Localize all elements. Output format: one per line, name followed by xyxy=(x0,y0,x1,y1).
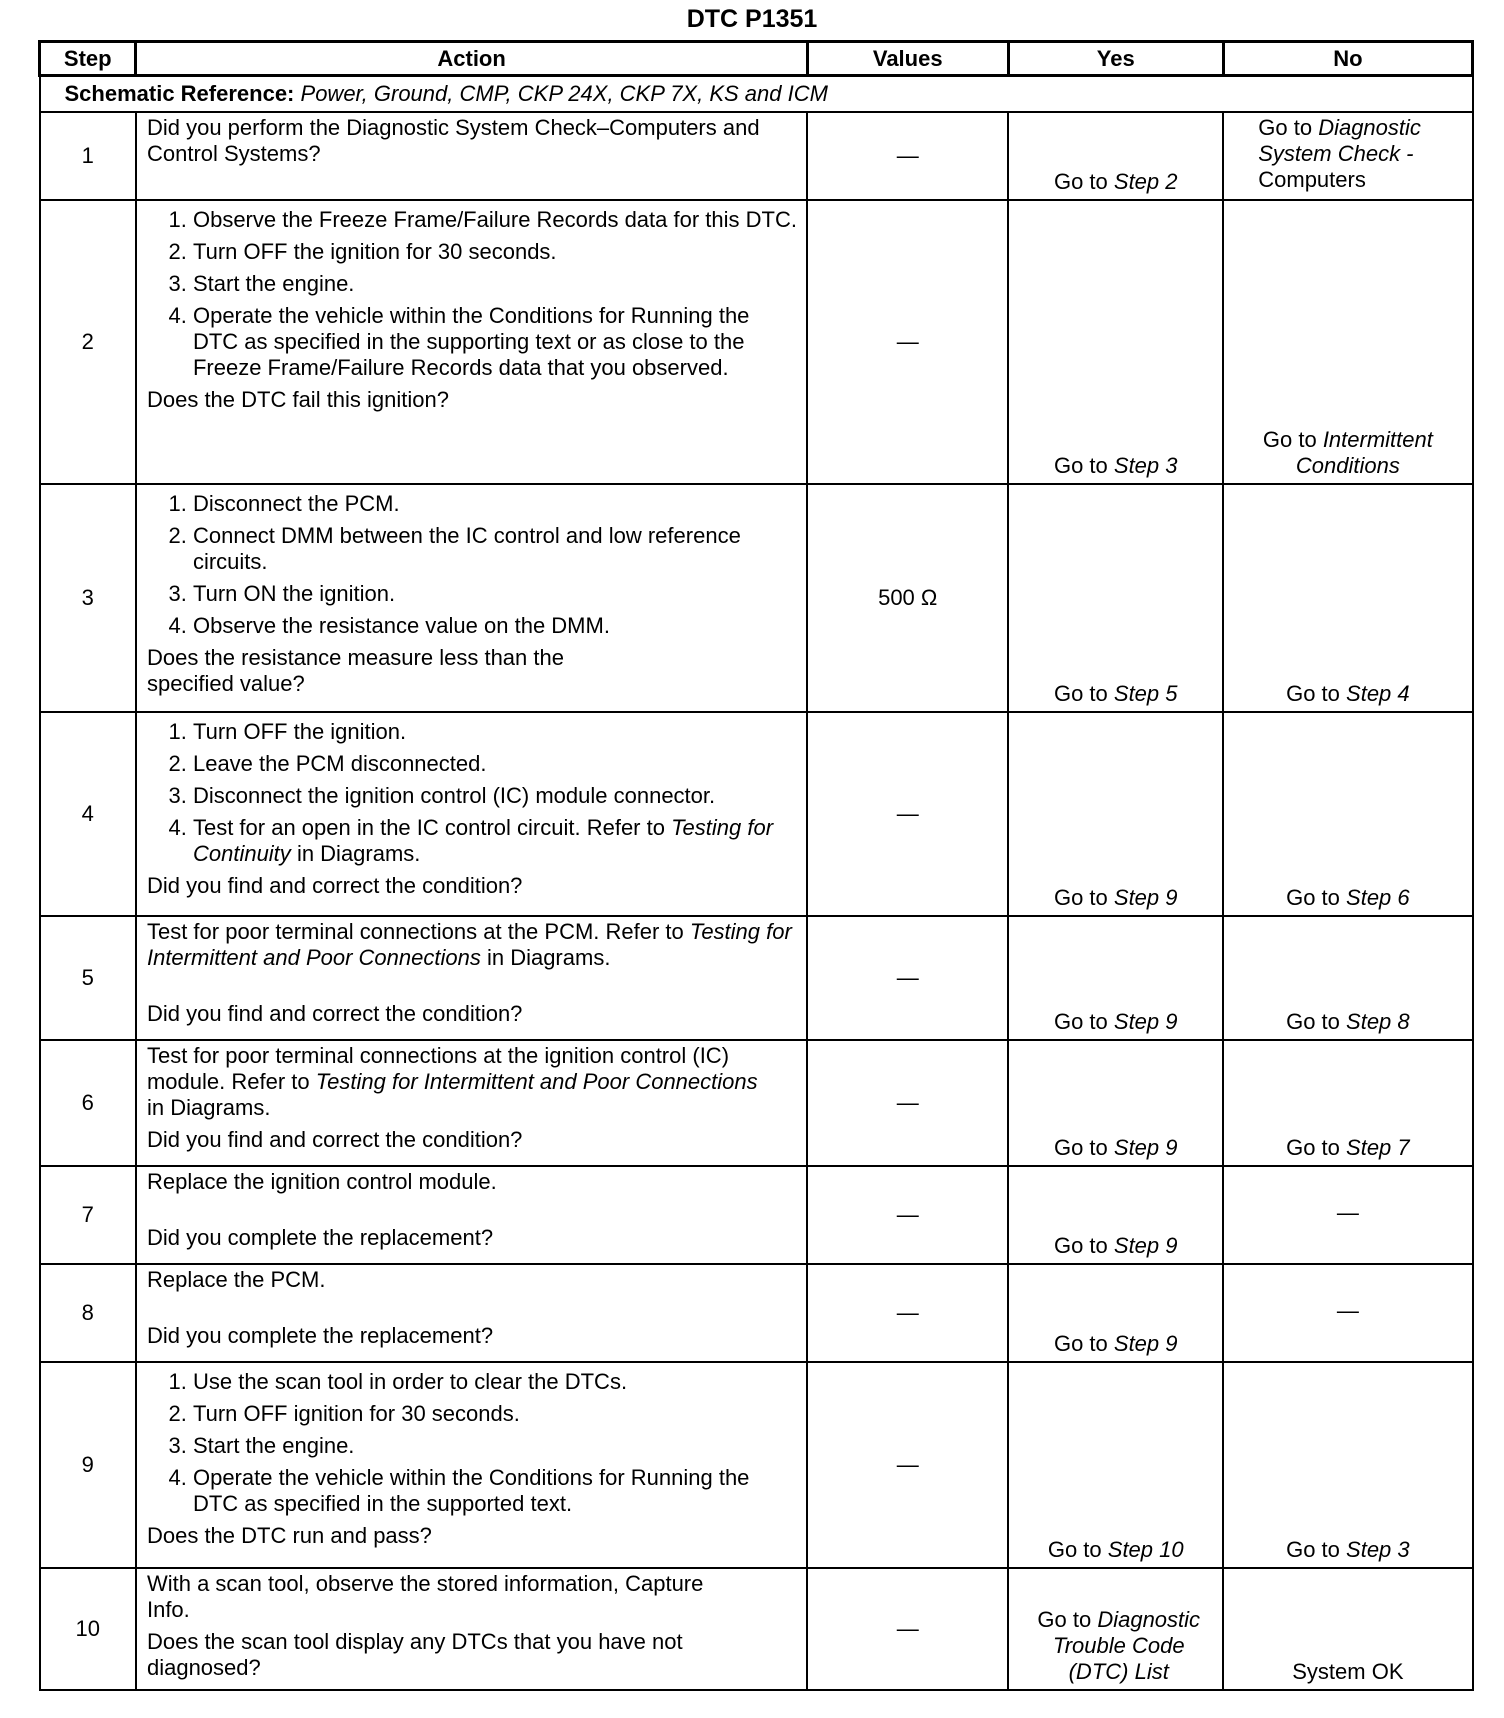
step-number: 8 xyxy=(40,1264,136,1362)
no-prefix: Go to xyxy=(1286,1135,1340,1160)
header-values: Values xyxy=(807,42,1008,76)
table-row xyxy=(40,916,1473,1040)
step4-text-b: in Diagrams. xyxy=(296,841,421,866)
yes-prefix: Go to xyxy=(1053,1331,1108,1356)
action-step: 2. Turn OFF the ignition for 30 seconds. xyxy=(193,239,798,265)
action-question: Does the resistance measure less than the specified value? xyxy=(146,645,564,696)
action-question: Does the DTC run and pass? xyxy=(146,1523,432,1548)
no-cell: — xyxy=(1223,1264,1472,1362)
no-link: Step 7 xyxy=(1346,1135,1410,1160)
action-steps xyxy=(147,1369,798,1517)
no-prefix: Go to xyxy=(1258,115,1313,140)
header-no: No xyxy=(1223,42,1472,76)
value-cell: — xyxy=(807,1166,1008,1264)
action-step xyxy=(193,815,798,867)
step-number: 4 xyxy=(40,712,136,916)
action-text-b: in Diagrams. xyxy=(486,945,611,970)
action-link: Testing for Intermittent and Poor Connections xyxy=(146,919,792,970)
action-text: Replace the PCM. xyxy=(146,1267,326,1292)
yes-cell xyxy=(1008,712,1223,916)
value-cell: — xyxy=(807,1040,1008,1166)
action-question: Does the scan tool display any DTCs that you have not diagnosed? xyxy=(146,1629,683,1680)
no-cell xyxy=(1223,1040,1472,1166)
step-number: 7 xyxy=(40,1166,136,1264)
no-cell xyxy=(1223,1362,1472,1568)
no-link: Step 8 xyxy=(1346,1009,1410,1034)
schematic-reference xyxy=(40,76,1473,113)
action-cell xyxy=(136,916,807,1040)
yes-prefix: Go to xyxy=(1053,169,1108,194)
table-row xyxy=(40,1264,1473,1362)
no-suffix: Computers xyxy=(1258,167,1366,192)
yes-prefix: Go to xyxy=(1053,453,1108,478)
table-row xyxy=(40,1362,1473,1568)
yes-prefix: Go to xyxy=(1053,885,1108,910)
yes-cell xyxy=(1008,112,1223,200)
action-cell xyxy=(136,1264,807,1362)
no-cell xyxy=(1223,200,1472,484)
yes-link: Diagnostic Trouble Code (DTC) List xyxy=(1052,1607,1201,1684)
action-cell xyxy=(136,1568,807,1690)
table-row xyxy=(40,112,1473,200)
dtc-table xyxy=(38,40,1474,1691)
yes-link: Step 9 xyxy=(1113,1233,1178,1258)
table-row xyxy=(40,1040,1473,1166)
yes-cell xyxy=(1008,1264,1223,1362)
action-cell xyxy=(136,1040,807,1166)
yes-prefix: Go to xyxy=(1037,1607,1092,1632)
no-link: Intermittent Conditions xyxy=(1295,427,1433,478)
no-cell xyxy=(1223,712,1472,916)
table-row xyxy=(40,200,1473,484)
yes-cell xyxy=(1008,484,1223,712)
action-cell xyxy=(136,112,807,200)
action-question: Did you complete the replacement? xyxy=(146,1323,494,1348)
yes-link: Step 10 xyxy=(1107,1537,1184,1562)
action-text-a: Test for poor terminal connections at the PCM. Refer to xyxy=(146,919,684,944)
header-row xyxy=(40,42,1473,76)
action-text: Replace the ignition control module. xyxy=(146,1169,497,1194)
table-row xyxy=(40,1166,1473,1264)
yes-cell xyxy=(1008,1040,1223,1166)
action-step: 3. Disconnect the ignition control (IC) module connector. xyxy=(193,783,798,809)
step-number: 3 xyxy=(40,484,136,712)
yes-cell xyxy=(1008,916,1223,1040)
action-steps xyxy=(147,207,798,381)
action-step: 2. Connect DMM between the IC control and low reference circuits. xyxy=(193,523,798,575)
action-cell xyxy=(136,200,807,484)
action-cell xyxy=(136,1166,807,1264)
table-row xyxy=(40,712,1473,916)
no-prefix: Go to xyxy=(1262,427,1317,452)
no-cell: System OK xyxy=(1223,1568,1472,1690)
action-text: With a scan tool, observe the stored information, Capture Info. xyxy=(146,1571,704,1622)
action-text xyxy=(147,919,798,971)
action-step: 1. Disconnect the PCM. xyxy=(193,491,798,517)
yes-link: Step 9 xyxy=(1113,885,1178,910)
no-cell: — xyxy=(1223,1166,1472,1264)
yes-link: Step 9 xyxy=(1113,1331,1178,1356)
action-step: 4. Operate the vehicle within the Conditions for Running the DTC as specified in the supporting text or as close to the Freeze Frame/Failure Records data that you observed. xyxy=(193,303,798,381)
step-number: 2 xyxy=(40,200,136,484)
schematic-label: Schematic Reference: xyxy=(64,81,295,106)
step-number: 1 xyxy=(40,112,136,200)
step4-text-a: Test for an open in the IC control circuit. Refer to xyxy=(192,815,665,840)
table-row xyxy=(40,484,1473,712)
no-link: Step 4 xyxy=(1346,681,1410,706)
value-cell: — xyxy=(807,916,1008,1040)
yes-cell xyxy=(1008,200,1223,484)
action-cell xyxy=(136,1362,807,1568)
yes-prefix: Go to xyxy=(1053,681,1108,706)
no-cell xyxy=(1223,484,1472,712)
value-cell: — xyxy=(807,112,1008,200)
action-step: 1. Observe the Freeze Frame/Failure Records data for this DTC. xyxy=(193,207,798,233)
header-yes: Yes xyxy=(1008,42,1223,76)
action-step: 1. Use the scan tool in order to clear the DTCs. xyxy=(193,1369,798,1395)
step-number: 9 xyxy=(40,1362,136,1568)
value-cell: — xyxy=(807,1362,1008,1568)
table-row xyxy=(40,1568,1473,1690)
yes-cell xyxy=(1008,1568,1223,1690)
no-cell xyxy=(1223,916,1472,1040)
action-steps xyxy=(147,491,798,639)
action-step: 1. Turn OFF the ignition. xyxy=(193,719,798,745)
action-question: Did you complete the replacement? xyxy=(146,1225,494,1250)
action-step: 4. Operate the vehicle within the Conditions for Running the DTC as specified in the supported text. xyxy=(193,1465,798,1517)
action-link: Testing for Intermittent and Poor Connections xyxy=(315,1069,758,1094)
no-prefix: Go to xyxy=(1286,1009,1340,1034)
action-steps xyxy=(147,719,798,867)
page-title: DTC P1351 xyxy=(686,5,818,33)
action-text xyxy=(147,1043,767,1121)
value-cell: — xyxy=(807,712,1008,916)
no-link: Diagnostic System Check - xyxy=(1258,115,1421,166)
yes-prefix: Go to xyxy=(1053,1135,1108,1160)
action-step: 4. Observe the resistance value on the DMM. xyxy=(193,613,798,639)
action-text-b: in Diagrams. xyxy=(146,1095,271,1120)
action-question: Did you find and correct the condition? xyxy=(146,873,523,898)
action-step: 3. Turn ON the ignition. xyxy=(193,581,798,607)
action-question: Does the DTC fail this ignition? xyxy=(146,387,449,412)
header-action: Action xyxy=(136,42,807,76)
action-question: Did you find and correct the condition? xyxy=(146,1127,523,1152)
yes-prefix: Go to xyxy=(1047,1537,1102,1562)
step-number: 6 xyxy=(40,1040,136,1166)
action-text: Did you perform the Diagnostic System Check–Computers and Control Systems? xyxy=(146,115,760,166)
yes-link: Step 3 xyxy=(1113,453,1178,478)
yes-link: Step 9 xyxy=(1113,1135,1178,1160)
step-number: 5 xyxy=(40,916,136,1040)
action-text-a: Test for poor terminal connections at the ignition control (IC) module. Refer to xyxy=(146,1043,730,1094)
action-step: 2. Leave the PCM disconnected. xyxy=(193,751,798,777)
header-step: Step xyxy=(40,42,136,76)
step-number: 10 xyxy=(40,1568,136,1690)
schematic-reference-row xyxy=(40,76,1473,113)
yes-prefix: Go to xyxy=(1053,1233,1108,1258)
action-question: Did you find and correct the condition? xyxy=(146,1001,523,1026)
yes-link: Step 2 xyxy=(1113,169,1178,194)
action-step: 3. Start the engine. xyxy=(193,1433,798,1459)
action-step: 2. Turn OFF ignition for 30 seconds. xyxy=(193,1401,798,1427)
action-cell xyxy=(136,712,807,916)
yes-cell xyxy=(1008,1362,1223,1568)
no-link: Step 6 xyxy=(1346,885,1410,910)
action-cell xyxy=(136,484,807,712)
action-step: 3. Start the engine. xyxy=(193,271,798,297)
value-cell: 500 Ω xyxy=(807,484,1008,712)
value-cell: — xyxy=(807,1264,1008,1362)
yes-prefix: Go to xyxy=(1053,1009,1108,1034)
no-cell xyxy=(1223,112,1472,200)
step4-link: Testing for Continuity xyxy=(192,815,774,866)
value-cell: — xyxy=(807,200,1008,484)
schematic-value: Power, Ground, CMP, CKP 24X, CKP 7X, KS and ICM xyxy=(300,81,828,106)
value-cell: — xyxy=(807,1568,1008,1690)
no-prefix: Go to xyxy=(1286,681,1340,706)
yes-cell xyxy=(1008,1166,1223,1264)
no-link: Step 3 xyxy=(1346,1537,1410,1562)
yes-link: Step 9 xyxy=(1113,1009,1178,1034)
no-prefix: Go to xyxy=(1286,885,1340,910)
no-prefix: Go to xyxy=(1286,1537,1340,1562)
yes-link: Step 5 xyxy=(1113,681,1178,706)
